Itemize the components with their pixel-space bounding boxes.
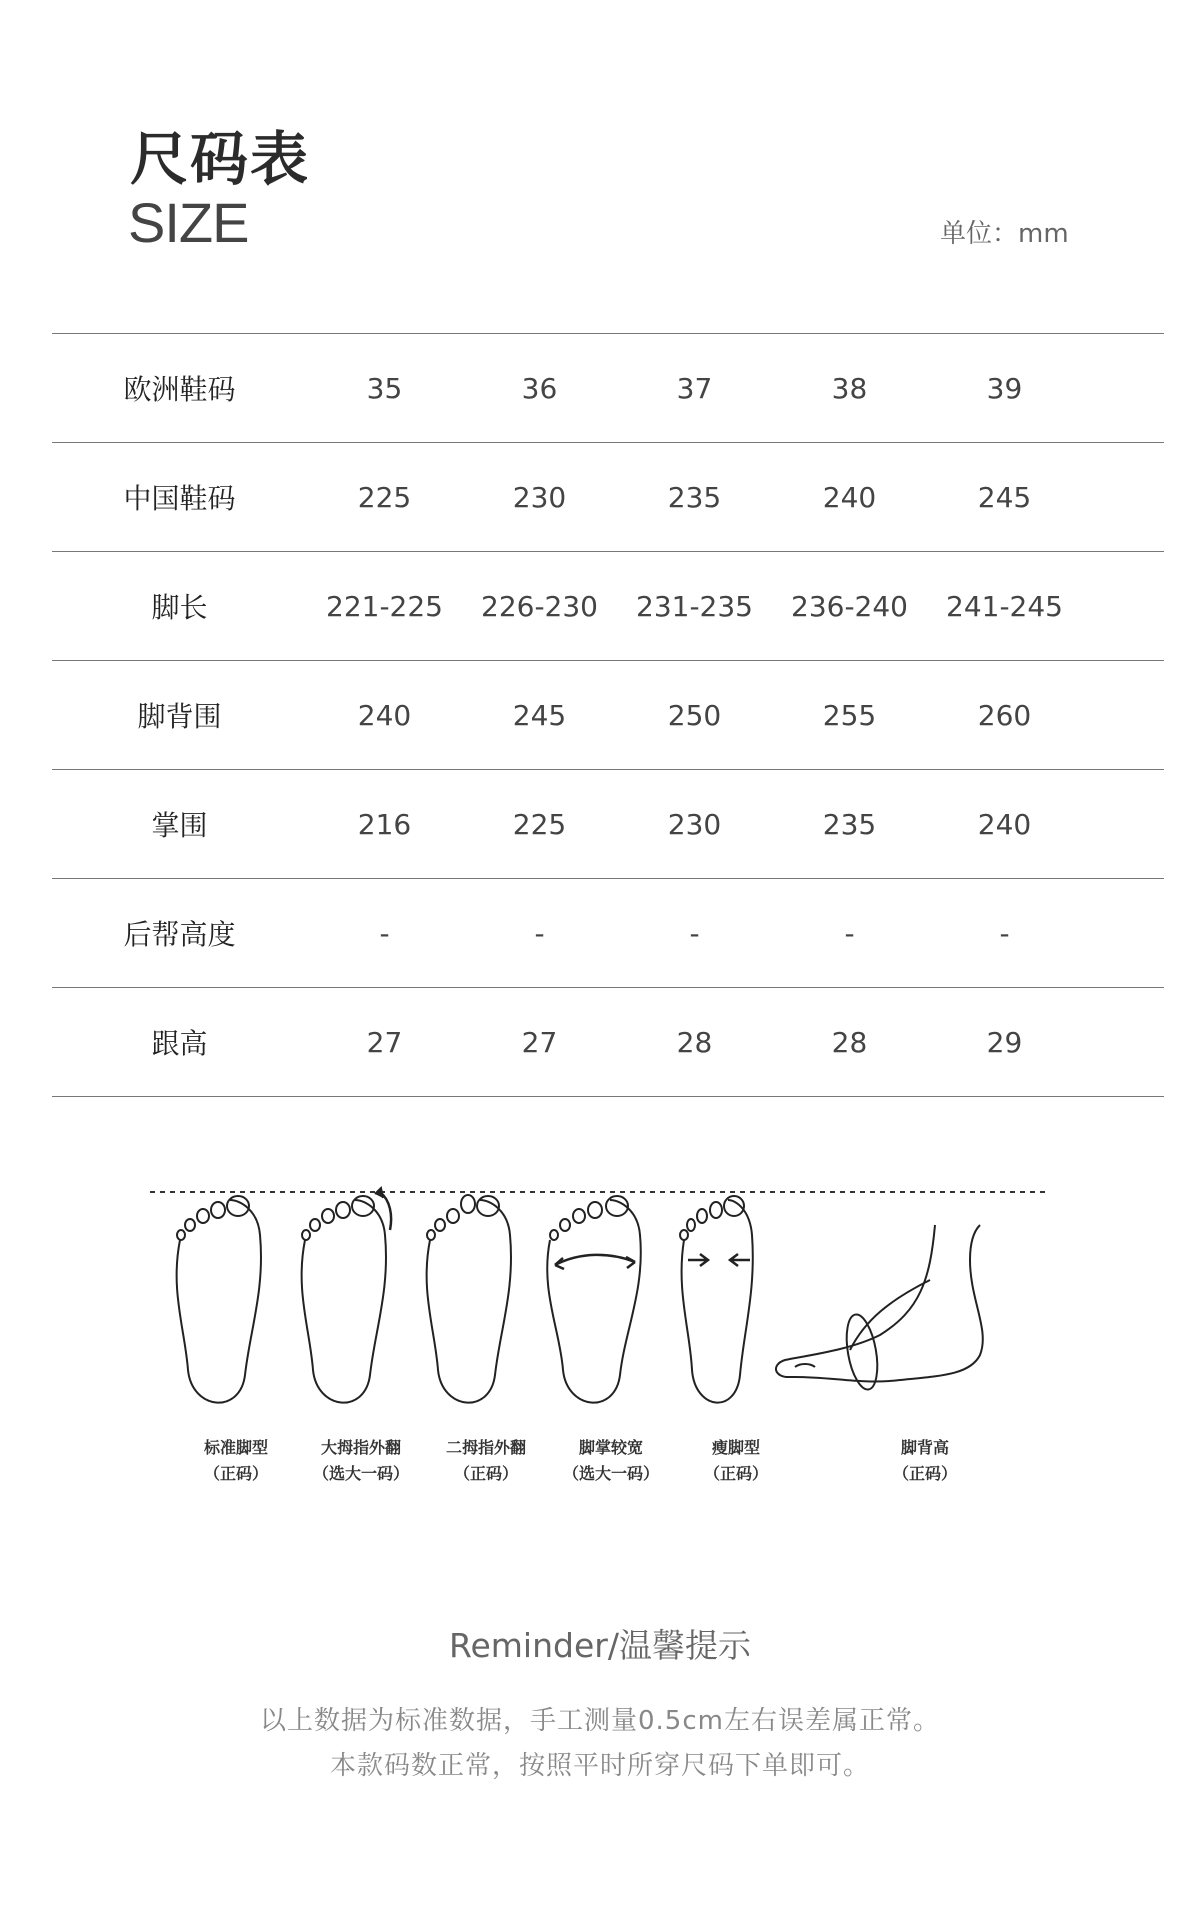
reminder-text: 以上数据为标准数据，手工测量0.5cm左右误差属正常。 (260, 1706, 940, 1736)
size-table (52, 333, 1164, 1097)
foot-type-name: 标准脚型 (203, 1438, 268, 1457)
table-row (52, 333, 1164, 442)
foot-type-name: 脚背高 (900, 1438, 949, 1457)
row-label: 掌围 (151, 809, 208, 842)
reminder-title: Reminder/温馨提示 (449, 1626, 751, 1665)
row-label: 脚背围 (137, 700, 222, 733)
table-cell: - (534, 916, 545, 950)
unit-label: 单位：mm (940, 219, 1069, 249)
table-cell: 230 (667, 807, 722, 841)
table-cell: 230 (512, 480, 567, 514)
table-cell: 235 (822, 807, 877, 841)
table-cell: 240 (357, 698, 412, 732)
foot-type-advice: （正码） (453, 1464, 518, 1483)
foot-type-name: 二拇指外翻 (445, 1438, 526, 1457)
table-cell: 216 (357, 807, 412, 841)
foot-type-advice: （选大一码） (312, 1464, 409, 1483)
row-label: 中国鞋码 (123, 482, 236, 515)
foot-wide-icon (547, 1196, 641, 1403)
table-row (52, 551, 1164, 660)
table-cell: 37 (676, 371, 713, 405)
table-cell: - (689, 916, 700, 950)
foot-type-label (166, 1435, 306, 1487)
table-cell: 231-235 (636, 589, 753, 623)
table-cell: 29 (986, 1025, 1023, 1059)
table-cell: 226-230 (481, 589, 598, 623)
reminder-text: 本款码数正常，按照平时所穿尺码下单即可。 (329, 1751, 870, 1781)
table-cell: 260 (977, 698, 1032, 732)
table-cell: - (844, 916, 855, 950)
foot-types-illustration (150, 1180, 1050, 1520)
foot-type-label (855, 1435, 995, 1487)
table-cell: 221-225 (326, 589, 443, 623)
table-cell: 250 (667, 698, 722, 732)
table-cell: 225 (512, 807, 567, 841)
table-cell: 28 (676, 1025, 713, 1059)
foot-type-label (541, 1435, 681, 1487)
row-label: 跟高 (151, 1027, 208, 1060)
table-row (52, 987, 1164, 1097)
table-row (52, 442, 1164, 551)
foot-type-advice: （正码） (203, 1464, 268, 1483)
table-row (52, 878, 1164, 987)
table-cell: 225 (357, 480, 412, 514)
table-cell: 27 (366, 1025, 403, 1059)
table-cell: 236-240 (791, 589, 908, 623)
row-label: 脚长 (151, 591, 208, 624)
foot-type-label (416, 1435, 556, 1487)
foot-type-advice: （正码） (703, 1464, 768, 1483)
foot-type-advice: （正码） (892, 1464, 957, 1483)
table-cell: - (379, 916, 390, 950)
foot-standard-icon (177, 1196, 261, 1403)
table-cell: 245 (977, 480, 1032, 514)
table-cell: 235 (667, 480, 722, 514)
row-label: 欧洲鞋码 (123, 373, 236, 406)
table-cell: 35 (366, 371, 403, 405)
table-cell: - (999, 916, 1010, 950)
foot-high-instep-icon (776, 1225, 983, 1392)
table-cell: 245 (512, 698, 567, 732)
foot-type-label (291, 1435, 431, 1487)
foot-type-label (666, 1435, 806, 1487)
row-label: 后帮高度 (123, 918, 236, 951)
table-cell: 39 (986, 371, 1023, 405)
table-cell: 240 (822, 480, 877, 514)
table-cell: 38 (831, 371, 868, 405)
table-cell: 28 (831, 1025, 868, 1059)
table-cell: 36 (521, 371, 558, 405)
table-cell: 241-245 (946, 589, 1063, 623)
table-cell: 240 (977, 807, 1032, 841)
table-row (52, 660, 1164, 769)
table-cell: 255 (822, 698, 877, 732)
foot-type-name: 脚掌较宽 (578, 1438, 643, 1457)
page-subtitle: SIZE (128, 191, 249, 254)
foot-second-toe-icon (427, 1195, 511, 1403)
page-title: 尺码表 (130, 125, 311, 193)
table-cell: 27 (521, 1025, 558, 1059)
table-row (52, 769, 1164, 878)
foot-bunion-icon (302, 1188, 392, 1403)
foot-type-name: 瘦脚型 (711, 1438, 760, 1457)
foot-thin-icon (680, 1196, 753, 1403)
foot-outlines (150, 1180, 1050, 1430)
foot-type-name: 大拇指外翻 (320, 1438, 401, 1457)
foot-type-advice: （选大一码） (562, 1464, 659, 1483)
